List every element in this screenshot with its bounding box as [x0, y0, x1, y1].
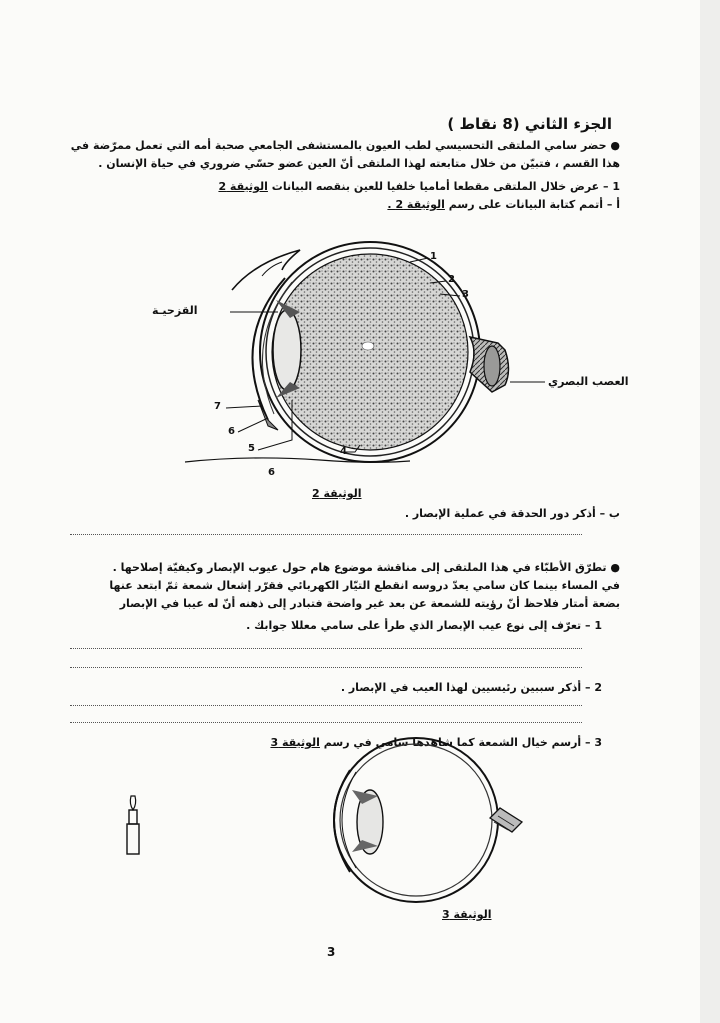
doc2-reference: الوثيقة 2 [218, 180, 268, 193]
question-1-text: 1 – عرض خلال الملتقى مقطعا أماميا خلفيا للعين بنقصه البيانات [271, 180, 620, 193]
label-optic-nerve: العصب البصري [548, 375, 629, 388]
doc2-reference-2: الوثيقة 2 . [387, 198, 445, 211]
page-number: 3 [327, 945, 336, 959]
para2-question-2: 2 – أذكر سببين رئيسيين لهذا العيب في الإبصار . [340, 681, 602, 694]
para2-line-1: ● تطرّق الأطبّاء في هذا الملتقى إلى مناقشة موضوع هام حول عيوب الإبصار وكيفيّة إصلاحها . [112, 561, 620, 574]
para2-question-3-text: 3 – أرسم خيال الشمعة كما شاهدها سامي في رسم [323, 736, 602, 749]
para2-line-2: في المساء بينما كان سامي يعدّ دروسه انقطع التيّار الكهربائي فقرّر إشعال شمعة ثمّ ابتعد عنها [109, 579, 620, 592]
label-2: 2 [448, 274, 455, 285]
intro-line-2: هذا القسم ، فتبيّن من خلال متابعته لهذا الملتقى أنّ العين عضو حسّي ضروري في حياة الإنسان . [98, 157, 620, 170]
label-1: 1 [430, 251, 437, 262]
question-1a-text: أ – أتمم كتابة البيانات على رسم [448, 198, 620, 211]
eye-side-view [334, 738, 522, 902]
para2-question-1: 1 – تعرّف إلى نوع عيب الإبصار الذي طرأ على سامي معللا جوابك . [246, 619, 602, 632]
label-3: 3 [462, 289, 469, 300]
label-iris: القزحيـة [152, 304, 198, 317]
label-7: 7 [214, 401, 221, 412]
doc2-caption: الوثيقة 2 [312, 487, 362, 500]
para2-line-3: بضعة أمتار فلاحظ أنّ رؤيته للشمعة عن بعد غير واضحة فتبادر إلى ذهنه أنّ له عيبا في الإبصار [119, 597, 620, 610]
label-4: 4 [340, 446, 347, 457]
doc3-caption: الوثيقة 3 [442, 908, 492, 921]
part-title: الجزء الثاني (8 نقاط ) [447, 115, 612, 133]
label-6-bottom: 6 [268, 467, 275, 478]
label-6: 6 [228, 426, 235, 437]
candle [127, 796, 139, 854]
doc3-reference: الوثيقة 3 [270, 736, 320, 749]
question-1b: ب – أذكر دور الحدقة في عملية الإبصار . [404, 507, 620, 520]
intro-line-1: ● حضر سامي الملتقى التحسيسي لطب العيون بالمستشفى الجامعي صحبة أمه التي تعمل ممرّضة في [70, 139, 620, 152]
label-5: 5 [248, 443, 255, 454]
